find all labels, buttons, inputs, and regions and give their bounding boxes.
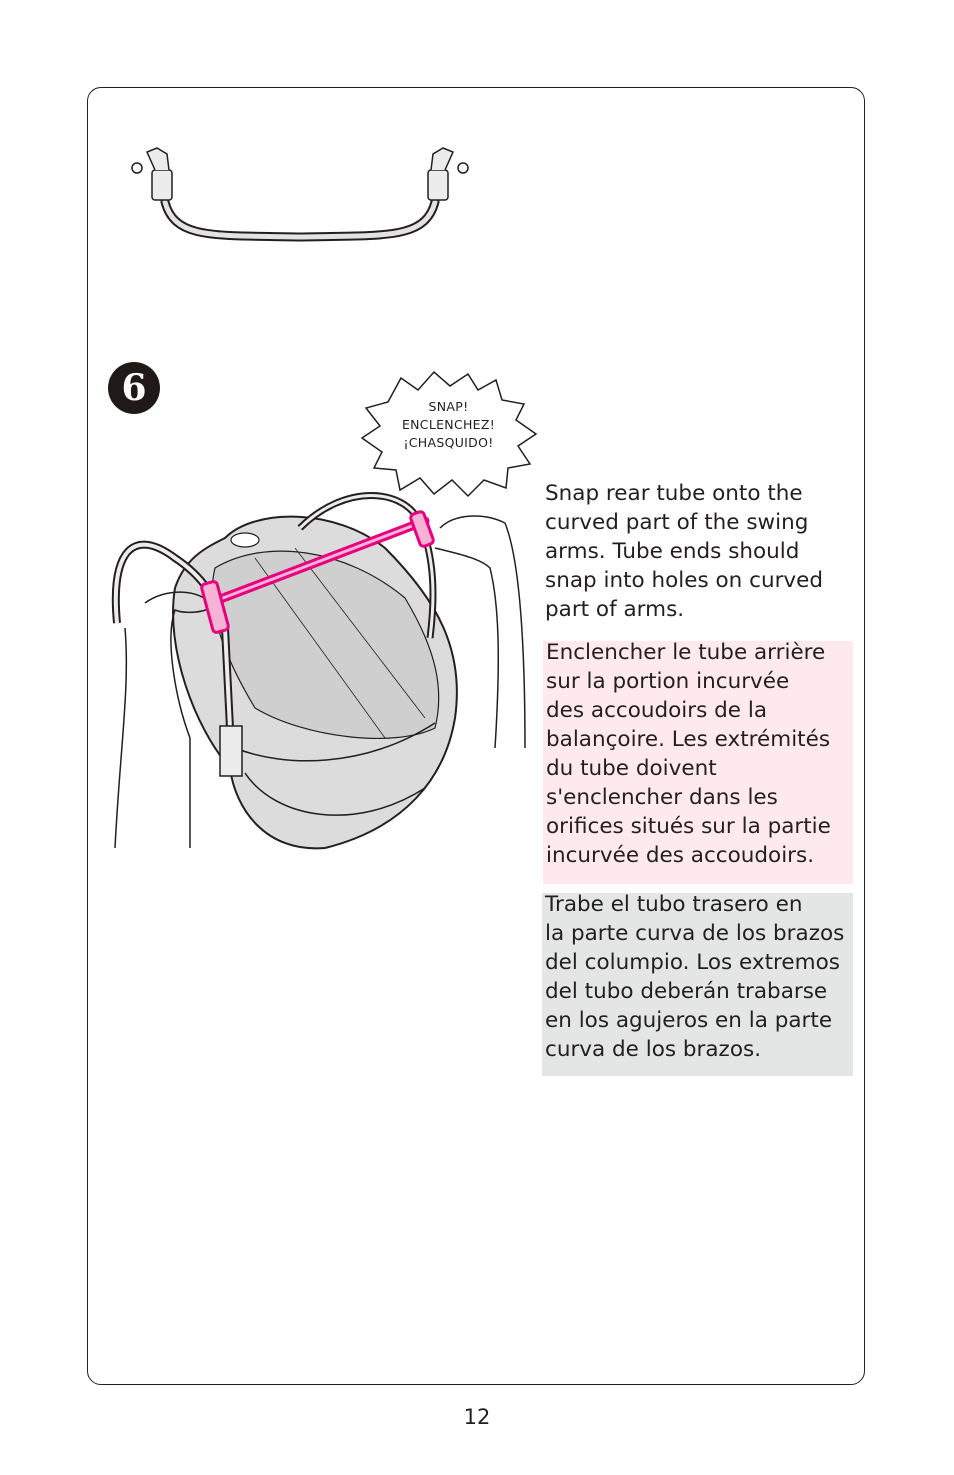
page-number: 12 [463,1405,491,1429]
callout-line-en: SNAP! [428,399,469,414]
callout-line-fr: ENCLENCHEZ! [401,417,496,432]
snap-callout-text [356,398,541,452]
callout-line-es: ¡CHASQUIDO! [403,435,494,450]
step-number-badge: 6 [108,362,160,414]
instructions-french: Enclencher le tube arrière sur la portion incurvée des accoudoirs de la balançoire. Les extrémités du tube doivent s'enclencher dans les orifices situés sur la partie incurvée des accoudoirs. [546,640,831,868]
swing-seat-assembly-illustration [105,488,530,850]
rear-tube-illustration [125,140,475,250]
instructions-spanish: Trabe el tubo trasero en la parte curva de los brazos del columpio. Los extremos del tubo deberán trabarse en los agujeros en la parte curva de los brazos. [545,892,845,1062]
instructions-english: Snap rear tube onto the curved part of the swing arms. Tube ends should snap into holes on curved part of arms. [545,481,824,622]
